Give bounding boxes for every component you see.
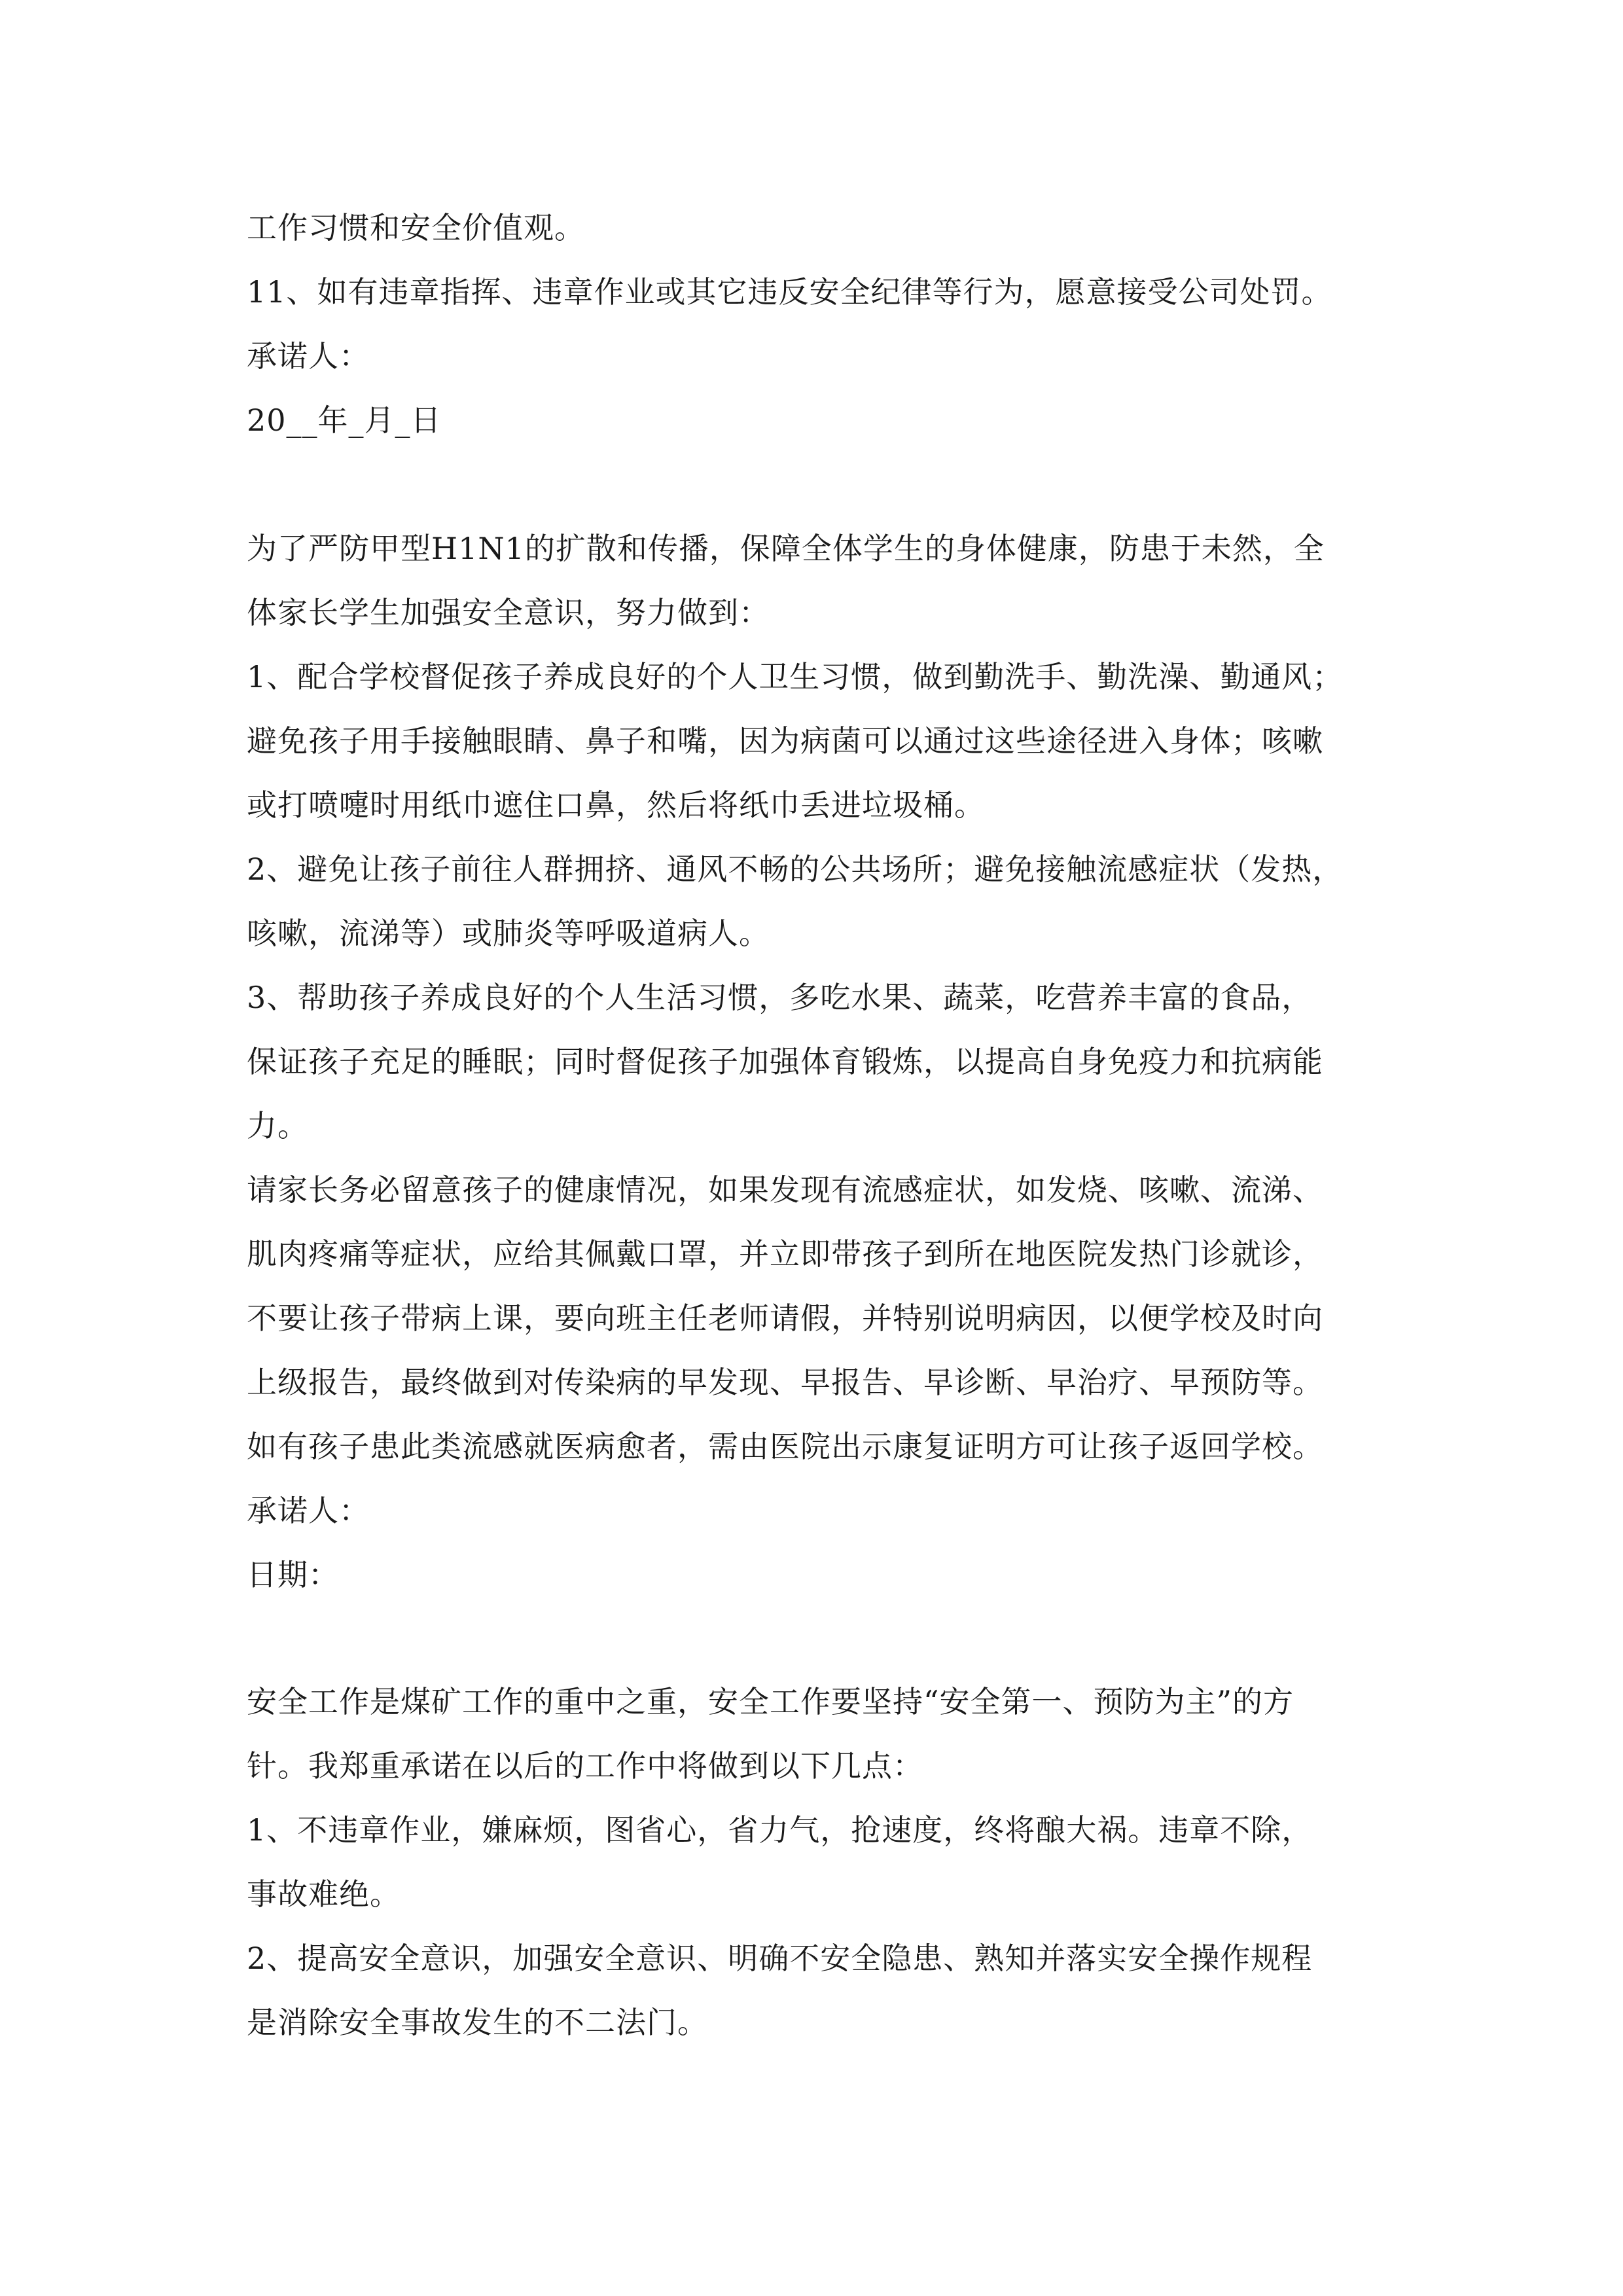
section2-notice-line: 肌肉疼痛等症状，应给其佩戴口罩，并立即带孩子到所在地医院发热门诊就诊， bbox=[247, 1236, 1323, 1272]
section3-intro-line: 安全工作是煤矿工作的重中之重，安全工作要坚持“安全第一、预防为主”的方 bbox=[247, 1684, 1294, 1719]
section2-intro-line: 为了严防甲型H1N1的扩散和传播，保障全体学生的身体健康，防患于未然，全 bbox=[247, 531, 1325, 566]
section2-notice-line: 如有孩子患此类流感就医病愈者，需由医院出示康复证明方可让孩子返回学校。 bbox=[247, 1429, 1323, 1464]
date-line: 20__年_月_日 bbox=[247, 403, 442, 438]
paragraph-line: 工作习惯和安全价值观。 bbox=[247, 210, 585, 245]
section3-item1-line: 1、不违章作业，嫌麻烦，图省心，省力气，抢速度，终将酿大祸。违章不除， bbox=[247, 1812, 1313, 1848]
section2-item1-line: 避免孩子用手接触眼睛、鼻子和嘴，因为病菌可以通过这些途径进入身体；咳嗽 bbox=[247, 723, 1323, 759]
section2-notice-line: 请家长务必留意孩子的健康情况，如果发现有流感症状，如发烧、咳嗽、流涕、 bbox=[247, 1172, 1323, 1208]
signer-label: 承诺人： bbox=[247, 1493, 370, 1528]
section3-item2-line: 是消除安全事故发生的不二法门。 bbox=[247, 2005, 708, 2040]
section3-item2-line: 2、提高安全意识，加强安全意识、明确不安全隐患、熟知并落实安全操作规程 bbox=[247, 1941, 1313, 1976]
section2-item3-line: 保证孩子充足的睡眠；同时督促孩子加强体育锻炼，以提高自身免疫力和抗病能 bbox=[247, 1044, 1323, 1079]
section2-intro-line: 体家长学生加强安全意识，努力做到： bbox=[247, 595, 770, 630]
section2-item2-line: 2、避免让孩子前往人群拥挤、通风不畅的公共场所；避免接触流感症状（发热， bbox=[247, 852, 1344, 887]
section2-notice-line: 不要让孩子带病上课，要向班主任老师请假，并特别说明病因，以便学校及时向 bbox=[247, 1300, 1323, 1336]
section2-notice-line: 上级报告，最终做到对传染病的早发现、早报告、早诊断、早治疗、早预防等。 bbox=[247, 1365, 1323, 1400]
section2-item3-line: 力。 bbox=[247, 1108, 308, 1143]
section2-item1-line: 或打喷嚏时用纸巾遮住口鼻，然后将纸巾丢进垃圾桶。 bbox=[247, 787, 985, 823]
section2-item2-line: 咳嗽，流涕等）或肺炎等呼吸道病人。 bbox=[247, 916, 770, 951]
section3-item1-line: 事故难绝。 bbox=[247, 1876, 401, 1912]
section2-item1-line: 1、配合学校督促孩子养成良好的个人卫生习惯，做到勤洗手、勤洗澡、勤通风； bbox=[247, 659, 1344, 694]
signer-label: 承诺人： bbox=[247, 338, 370, 374]
section3-intro-line: 针。我郑重承诺在以后的工作中将做到以下几点： bbox=[247, 1748, 923, 1784]
commitment-item-11: 11、如有违章指挥、违章作业或其它违反安全纪律等行为，愿意接受公司处罚。 bbox=[247, 274, 1332, 310]
section2-item3-line: 3、帮助孩子养成良好的个人生活习惯，多吃水果、蔬菜，吃营养丰富的食品， bbox=[247, 980, 1313, 1015]
date-line: 日期： bbox=[247, 1557, 339, 1592]
